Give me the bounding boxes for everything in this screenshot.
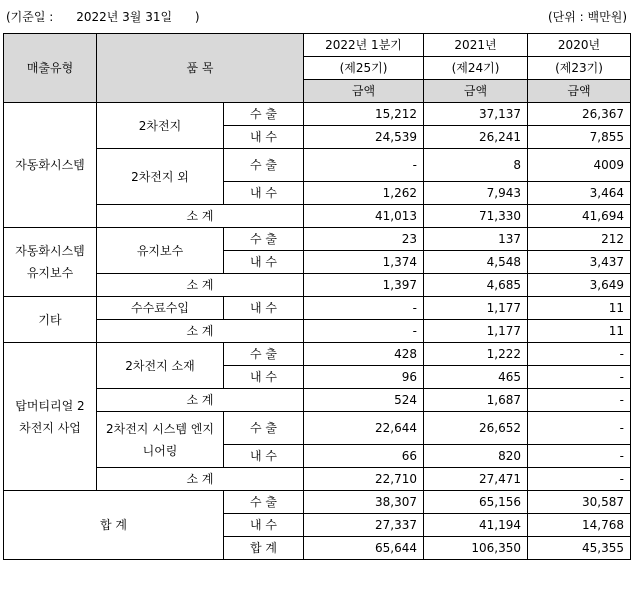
item-name: 2차전지 시스템 엔지니어링 xyxy=(97,412,224,468)
unit-label: (단위 : 백만원) xyxy=(548,10,627,24)
cell-value: 428 xyxy=(304,343,424,366)
cell-value: 96 xyxy=(304,366,424,389)
cell-value: 65,644 xyxy=(304,537,424,560)
item-name: 2차전지 소재 xyxy=(97,343,224,389)
item-name: 유지보수 xyxy=(97,228,224,274)
cell-value: 27,337 xyxy=(304,514,424,537)
cell-value: 8 xyxy=(424,149,528,182)
table-row xyxy=(4,228,631,251)
table-row xyxy=(4,297,631,320)
group-name: 탑머티리얼 2차전지 사업 xyxy=(4,343,97,491)
cell-value: 22,710 xyxy=(304,468,424,491)
domestic-label: 내 수 xyxy=(224,182,304,205)
subtotal-label: 소 계 xyxy=(97,205,304,228)
cell-value: - xyxy=(528,468,631,491)
export-label: 수 출 xyxy=(224,343,304,366)
cell-value: 26,241 xyxy=(424,126,528,149)
cell-value: - xyxy=(304,320,424,343)
cell-value: 3,649 xyxy=(528,274,631,297)
domestic-label: 내 수 xyxy=(224,126,304,149)
header-period: 2022년 1분기 xyxy=(304,34,424,57)
table-row xyxy=(4,103,631,126)
cell-value: 14,768 xyxy=(528,514,631,537)
export-label: 수 출 xyxy=(224,412,304,445)
basis-date: (기준일 : 2022년 3월 31일 ) xyxy=(6,10,200,24)
header-amount: 금액 xyxy=(424,80,528,103)
cell-value: 1,177 xyxy=(424,297,528,320)
cell-value: 212 xyxy=(528,228,631,251)
domestic-label: 내 수 xyxy=(224,445,304,468)
cell-value: 66 xyxy=(304,445,424,468)
cell-value: 22,644 xyxy=(304,412,424,445)
cell-value: 41,694 xyxy=(528,205,631,228)
domestic-label: 내 수 xyxy=(224,514,304,537)
cell-value: 38,307 xyxy=(304,491,424,514)
cell-value: - xyxy=(304,297,424,320)
domestic-label: 내 수 xyxy=(224,366,304,389)
cell-value: - xyxy=(528,412,631,445)
subtotal-label: 소 계 xyxy=(97,468,304,491)
cell-value: 4009 xyxy=(528,149,631,182)
table-caption xyxy=(0,8,635,26)
group-name: 자동화시스템 유지보수 xyxy=(4,228,97,297)
header-term: (제24기) xyxy=(424,57,528,80)
header-term: (제23기) xyxy=(528,57,631,80)
table-row xyxy=(4,343,631,366)
cell-value: 3,437 xyxy=(528,251,631,274)
cell-value: 524 xyxy=(304,389,424,412)
subtotal-row xyxy=(4,205,631,228)
cell-value: 11 xyxy=(528,297,631,320)
group-name: 자동화시스템 xyxy=(4,103,97,228)
domestic-label: 내 수 xyxy=(224,251,304,274)
cell-value: 26,652 xyxy=(424,412,528,445)
cell-value: 3,464 xyxy=(528,182,631,205)
grand-total-label: 합 계 xyxy=(4,491,224,560)
cell-value: - xyxy=(528,343,631,366)
cell-value: 26,367 xyxy=(528,103,631,126)
cell-value: 65,156 xyxy=(424,491,528,514)
header-amount: 금액 xyxy=(528,80,631,103)
cell-value: 45,355 xyxy=(528,537,631,560)
subtotal-row xyxy=(4,274,631,297)
header-amount: 금액 xyxy=(304,80,424,103)
cell-value: 37,137 xyxy=(424,103,528,126)
domestic-label: 내 수 xyxy=(224,297,304,320)
cell-value: 1,374 xyxy=(304,251,424,274)
subtotal-label: 소 계 xyxy=(97,274,304,297)
export-label: 수 출 xyxy=(224,228,304,251)
total-label: 합 계 xyxy=(224,537,304,560)
cell-value: 1,177 xyxy=(424,320,528,343)
cell-value: - xyxy=(304,149,424,182)
cell-value: - xyxy=(528,389,631,412)
cell-value: 1,222 xyxy=(424,343,528,366)
cell-value: 30,587 xyxy=(528,491,631,514)
subtotal-label: 소 계 xyxy=(97,320,304,343)
subtotal-label: 소 계 xyxy=(97,389,304,412)
group-name: 기타 xyxy=(4,297,97,343)
cell-value: 15,212 xyxy=(304,103,424,126)
subtotal-row xyxy=(4,320,631,343)
header-sales-type: 매출유형 xyxy=(4,34,97,103)
cell-value: 23 xyxy=(304,228,424,251)
header-period: 2020년 xyxy=(528,34,631,57)
cell-value: 41,194 xyxy=(424,514,528,537)
cell-value: 465 xyxy=(424,366,528,389)
sales-table xyxy=(3,33,631,560)
cell-value: 1,397 xyxy=(304,274,424,297)
cell-value: 27,471 xyxy=(424,468,528,491)
cell-value: 11 xyxy=(528,320,631,343)
cell-value: 1,262 xyxy=(304,182,424,205)
cell-value: - xyxy=(528,366,631,389)
table-row xyxy=(4,412,631,445)
item-name: 2차전지 외 xyxy=(97,149,224,205)
cell-value: 1,687 xyxy=(424,389,528,412)
header-item: 품 목 xyxy=(97,34,304,103)
cell-value: 137 xyxy=(424,228,528,251)
cell-value: 106,350 xyxy=(424,537,528,560)
item-name: 수수료수입 xyxy=(97,297,224,320)
cell-value: 41,013 xyxy=(304,205,424,228)
cell-value: - xyxy=(528,445,631,468)
total-row xyxy=(4,491,631,514)
header-term: (제25기) xyxy=(304,57,424,80)
cell-value: 820 xyxy=(424,445,528,468)
cell-value: 7,855 xyxy=(528,126,631,149)
header-row-period xyxy=(4,34,631,57)
subtotal-row xyxy=(4,389,631,412)
cell-value: 4,685 xyxy=(424,274,528,297)
cell-value: 7,943 xyxy=(424,182,528,205)
export-label: 수 출 xyxy=(224,491,304,514)
table-row xyxy=(4,149,631,182)
cell-value: 71,330 xyxy=(424,205,528,228)
item-name: 2차전지 xyxy=(97,103,224,149)
cell-value: 24,539 xyxy=(304,126,424,149)
header-period: 2021년 xyxy=(424,34,528,57)
export-label: 수 출 xyxy=(224,149,304,182)
cell-value: 4,548 xyxy=(424,251,528,274)
export-label: 수 출 xyxy=(224,103,304,126)
subtotal-row xyxy=(4,468,631,491)
